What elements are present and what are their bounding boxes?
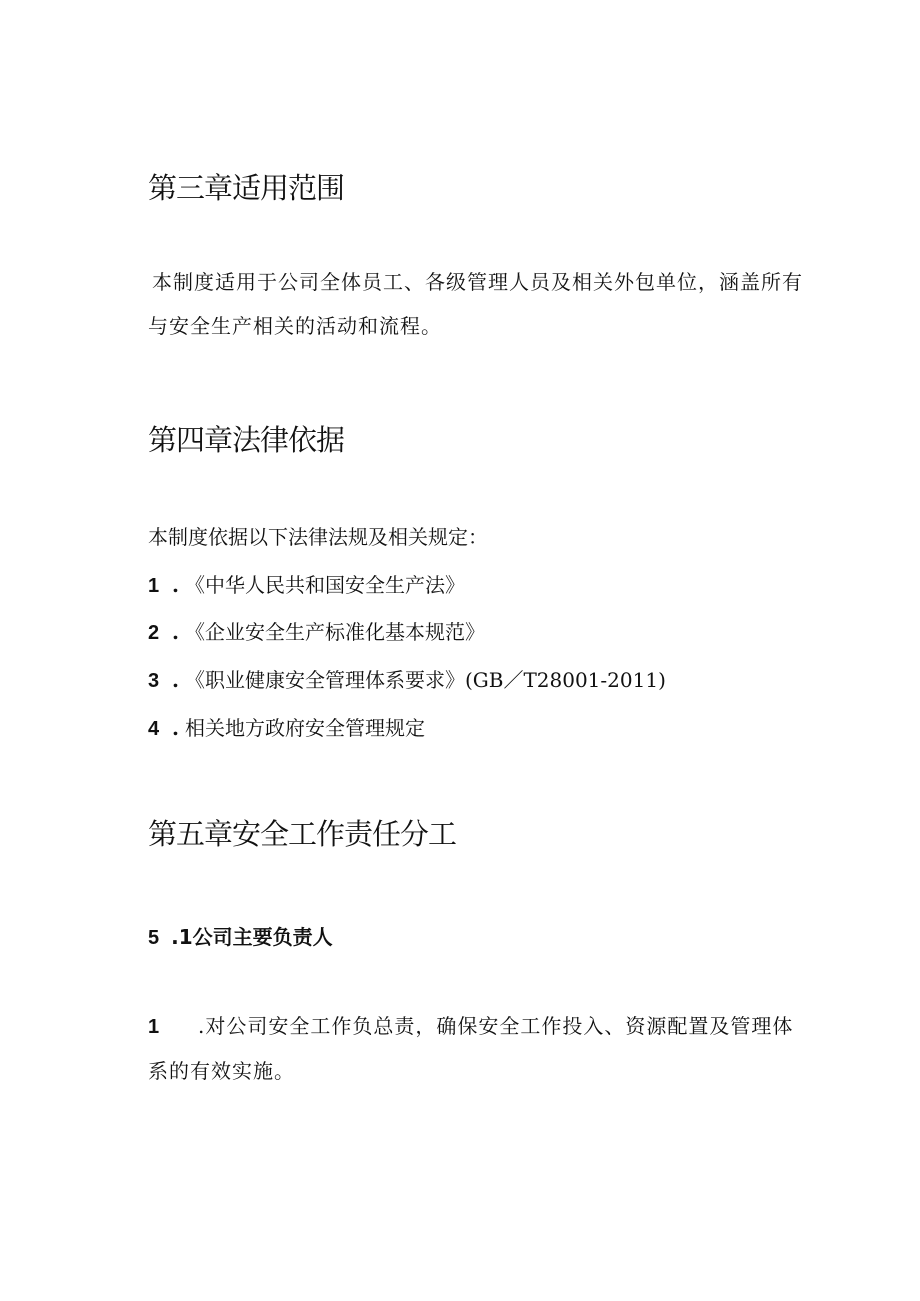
item-separator: . [172,573,179,597]
legal-basis-item [148,712,425,741]
item-number: 1 [148,575,160,597]
item-number: 3 [148,670,160,692]
item-separator: . [172,668,179,692]
section-separator: .1 [171,925,193,949]
section-5-1-heading [148,921,333,950]
responsibility-clause [148,1004,812,1093]
clause-text: .对公司安全工作负总责，确保安全工作投入、资源配置及管理体系的有效实施。 [148,1014,794,1083]
item-separator: . [172,716,179,740]
item-number: 4 [148,718,160,740]
legal-basis-item [148,616,485,645]
chapter-4-intro: 本制度依据以下法律法规及相关规定： [148,525,488,549]
legal-basis-item [148,664,666,693]
chapter-3-body-text: 本制度适用于公司全体员工、各级管理人员及相关外包单位，涵盖所有与安全生产相关的活动和流程。 [148,270,803,338]
chapter-5-title: 第五章安全工作责任分工 [148,817,457,851]
item-separator: . [172,620,179,644]
chapter-3-title: 第三章适用范围 [148,171,345,205]
chapter-4-title: 第四章法律依据 [148,423,345,457]
section-number: 5 [148,927,160,949]
legal-basis-item [148,569,465,598]
item-text: 《企业安全生产标准化基本规范》 [184,620,485,644]
chapter-3-body [148,260,812,348]
item-text: 相关地方政府安全管理规定 [184,716,425,740]
item-number: 2 [148,622,160,644]
clause-number: 1 [148,1016,161,1038]
item-text: 《中华人民共和国安全生产法》 [184,573,465,597]
section-title: 公司主要负责人 [192,925,333,949]
item-text: 《职业健康安全管理体系要求》(GB／T28001-2011) [184,668,666,692]
